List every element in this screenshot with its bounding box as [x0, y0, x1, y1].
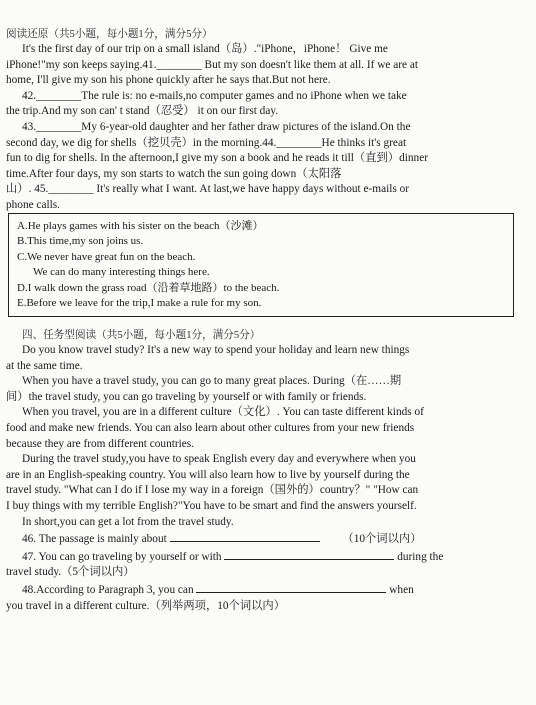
option-b: B.This time,my son joins us.: [17, 235, 144, 248]
question-46-text: 46. The passage is mainly about: [22, 533, 167, 546]
option-d: D.I walk down the grass road（沿着草地路）to the beach.: [17, 281, 280, 294]
options-box: [8, 213, 514, 317]
question-48: [6, 581, 526, 599]
question-47-text: 47. You can go traveling by yourself or with: [22, 550, 222, 563]
passage-line: iPhone!"my son keeps saying.41.________ But my son doesn't like them at all. If we are at: [6, 58, 419, 71]
question-47-continued: travel study.（5个词以内）: [6, 566, 135, 579]
passage-line: time.After four days, my son starts to watch the sun going down（太阳落: [6, 167, 342, 180]
passage-line: 山）. 45.________ It's really what I want. At last,we have happy days without e-mails or: [6, 183, 409, 196]
passage-line: food and make new friends. You can also learn about other cultures from your new friends: [6, 421, 415, 434]
option-c: C.We never have great fun on the beach.: [17, 250, 196, 263]
question-47-end: during the: [397, 550, 444, 563]
answer-blank-47[interactable]: [224, 548, 394, 560]
passage-line: second day, we dig for shells（挖贝壳）in the morning.44.________He thinks it's great: [6, 136, 407, 149]
passage-line: I buy things with my terrible English?"You have to be smart and find the answers yourself.: [6, 499, 417, 512]
section-header: 四、任务型阅读（共5小题，每小题1分，满分5分）: [22, 330, 261, 341]
question-46: [6, 530, 526, 548]
passage-line: because they are from different countries.: [6, 437, 194, 450]
question-48-end: when: [389, 583, 414, 596]
option-c-continued: We can do many interesting things here.: [33, 266, 210, 279]
passage-line: phone calls.: [6, 198, 60, 211]
passage-line: 42.________The rule is: no e-mails,no computer games and no iPhone when we take: [22, 89, 407, 102]
passage-line: Do you know travel study? It's a new way to spend your holiday and learn new things: [22, 344, 410, 356]
question-48-continued: you travel in a different culture.（列举两项，10个词以内）: [6, 599, 286, 612]
passage-line: are in an English-speaking country. You will also learn how to live by yourself during the: [6, 468, 410, 481]
answer-blank-46[interactable]: [170, 530, 320, 542]
passage-line: In short,you can get a lot from the travel study.: [22, 515, 234, 528]
section-header: 阅读还原（共5小题，每小题1分，满分5分）: [6, 29, 213, 40]
passage-line: During the travel study,you have to speak English every day and everywhere when you: [22, 453, 416, 466]
passage-line: the trip.And my son can' t stand（忍受） it on our first day.: [6, 105, 279, 118]
passage-line: home, I'll give my son his phone quickly after he says that.But not here.: [6, 74, 331, 87]
option-a: A.He plays games with his sister on the beach（沙滩）: [17, 220, 264, 232]
reading-restore-section: [6, 27, 526, 214]
task-reading-section: [6, 328, 526, 614]
question-47: [6, 548, 526, 566]
passage-line: fun to dig for shells. In the afternoon,I give my son a book and he reads it till（直到）dinner: [6, 152, 428, 165]
question-46-note: （10个词以内）: [342, 533, 422, 546]
passage-line: 间）the travel study, you can go traveling by yourself or with family or friends.: [6, 390, 367, 403]
passage-line: When you have a travel study, you can go to many great places. During（在……期: [22, 375, 402, 388]
passage-line: at the same time.: [6, 359, 83, 372]
question-48-text: 48.According to Paragraph 3, you can: [22, 583, 194, 596]
passage-line: 43.________My 6-year-old daughter and her father draw pictures of the island.On the: [22, 120, 411, 133]
answer-blank-48[interactable]: [196, 581, 386, 593]
passage-line: It's the first day of our trip on a small island（岛）."iPhone，iPhone！ Give me: [22, 43, 388, 55]
passage-line: travel study. "What can I do if I lose my way in a foreign（国外的）country？" "How can: [6, 484, 419, 497]
option-e: E.Before we leave for the trip,I make a rule for my son.: [17, 297, 262, 310]
passage-line: When you travel, you are in a different culture（文化）. You can taste different kinds of: [22, 406, 424, 419]
